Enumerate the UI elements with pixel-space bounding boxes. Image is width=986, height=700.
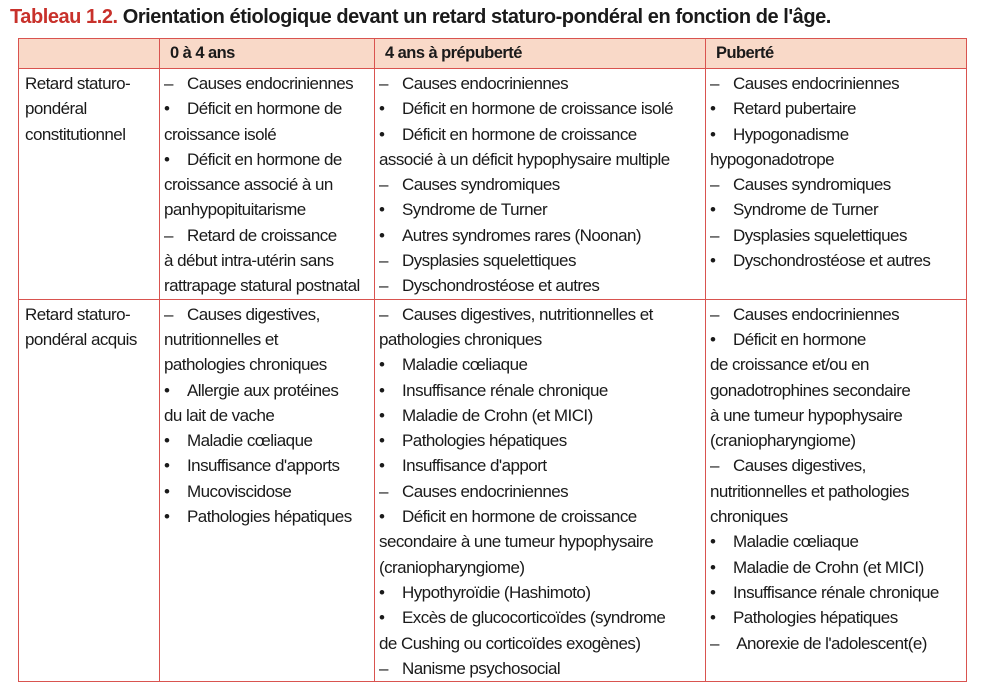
list-item <box>379 71 702 96</box>
list-item <box>379 327 702 352</box>
list-item-text: à une tumeur hypophysaire <box>710 405 903 425</box>
header-age-0-4: 0 à 4 ans <box>160 39 375 69</box>
bullet-marker: • <box>164 456 170 476</box>
list-item <box>710 605 963 630</box>
list-item <box>164 273 371 298</box>
list-item <box>379 504 702 529</box>
list-item <box>379 96 702 121</box>
list-item <box>710 197 963 222</box>
list-item <box>710 529 963 554</box>
list-item <box>379 453 702 478</box>
list-item-text: Causes endocriniennes <box>402 481 569 501</box>
list-item-text: Autres syndromes rares (Noonan) <box>402 225 641 245</box>
list-item-text: (craniopharyngiome) <box>379 557 525 577</box>
list-item-text: pathologies chroniques <box>164 355 327 375</box>
list-item <box>379 172 702 197</box>
list-item-text: Pathologies hépatiques <box>733 608 898 628</box>
list-item <box>379 656 702 681</box>
list-item-text: à début intra-utérin sans <box>164 251 334 271</box>
list-item <box>379 302 702 327</box>
header-puberty: Puberté <box>706 39 967 69</box>
list-item-text: Excès de glucocorticoïdes (syndrome <box>402 608 666 628</box>
list-item <box>379 197 702 222</box>
bullet-marker: • <box>379 507 385 527</box>
table-number: Tableau 1.2. <box>10 6 118 28</box>
bullet-marker: • <box>379 225 385 245</box>
list-item-text: Nanisme psychosocial <box>402 658 561 678</box>
list-item <box>710 631 963 656</box>
list-item <box>710 302 963 327</box>
cell-puberty <box>706 299 967 681</box>
bullet-marker: • <box>379 124 385 144</box>
row-label-line: Retard staturo- <box>25 74 131 93</box>
list-item-text: croissance isolé <box>164 124 277 144</box>
list-item <box>710 580 963 605</box>
list-item <box>379 223 702 248</box>
list-item <box>710 248 963 273</box>
dash-marker: – <box>379 481 388 501</box>
dash-marker: – <box>164 225 173 245</box>
list-item-text: Pathologies hépatiques <box>187 507 352 527</box>
list-item-text: Déficit en hormone de <box>187 149 342 169</box>
list-item <box>164 248 371 273</box>
list-item-text: Causes endocriniennes <box>733 304 900 324</box>
list-item-text: Causes digestives, <box>733 456 866 476</box>
row-label-line: constitutionnel <box>25 124 126 144</box>
bullet-marker: • <box>164 507 170 527</box>
bullet-marker: • <box>164 481 170 501</box>
list-item-text: Insuffisance d'apports <box>187 456 340 476</box>
list-item <box>379 352 702 377</box>
dash-marker: – <box>710 633 719 653</box>
bullet-marker: • <box>710 582 716 602</box>
list-item-text: Hypogonadisme <box>733 124 849 144</box>
list-item <box>164 352 371 377</box>
dash-marker: – <box>379 276 388 296</box>
list-item-text: Causes endocriniennes <box>187 74 354 93</box>
list-item-text: Hypothyroïdie (Hashimoto) <box>402 582 591 602</box>
row-label <box>19 299 160 681</box>
list-item <box>710 479 963 504</box>
list-item <box>710 428 963 453</box>
list-item <box>710 378 963 403</box>
bullet-marker: • <box>379 431 385 451</box>
list-item <box>164 71 371 96</box>
dash-marker: – <box>710 175 719 195</box>
list-item <box>164 197 371 222</box>
list-item <box>710 172 963 197</box>
list-item-text: Dyschondrostéose et autres <box>733 251 931 271</box>
list-item-text: pathologies chroniques <box>379 329 542 349</box>
bullet-marker: • <box>379 355 385 375</box>
row-label <box>19 69 160 300</box>
bullet-marker: • <box>379 456 385 476</box>
table-title: Orientation étiologique devant un retard staturo-pondéral en fonction de l'âge. <box>122 6 831 28</box>
dash-marker: – <box>164 74 173 93</box>
list-item <box>379 631 702 656</box>
list-item <box>164 122 371 147</box>
cell-age-4-prepuberty <box>375 299 706 681</box>
list-item-text: Causes endocriniennes <box>733 74 900 93</box>
list-item-text: rattrapage statural postnatal <box>164 276 360 296</box>
list-item-text: croissance associé à un <box>164 175 333 195</box>
bullet-marker: • <box>379 99 385 119</box>
list-item <box>164 403 371 428</box>
list-item <box>379 147 702 172</box>
list-item-text: Syndrome de Turner <box>402 200 548 220</box>
list-item <box>164 96 371 121</box>
bullet-marker: • <box>379 405 385 425</box>
bullet-marker: • <box>379 380 385 400</box>
list-item-text: Maladie cœliaque <box>187 431 313 451</box>
list-item-text: nutritionnelles et pathologies <box>710 481 909 501</box>
bullet-marker: • <box>379 200 385 220</box>
dash-marker: – <box>379 658 388 678</box>
list-item <box>379 479 702 504</box>
list-item-text: de croissance et/ou en <box>710 355 869 375</box>
list-item-text: Insuffisance d'apport <box>402 456 547 476</box>
bullet-marker: • <box>710 329 716 349</box>
list-item <box>710 147 963 172</box>
list-item-text: secondaire à une tumeur hypophysaire <box>379 532 654 552</box>
list-item-text: Pathologies hépatiques <box>402 431 567 451</box>
list-item-text: chroniques <box>710 507 788 527</box>
dash-marker: – <box>379 175 388 195</box>
list-item-text: Déficit en hormone <box>733 329 866 349</box>
list-item-text: Maladie cœliaque <box>733 532 859 552</box>
list-item <box>164 147 371 172</box>
list-item-text: Syndrome de Turner <box>733 200 879 220</box>
list-item <box>710 223 963 248</box>
list-item <box>710 555 963 580</box>
list-item <box>379 378 702 403</box>
list-item <box>710 96 963 121</box>
list-item <box>379 529 702 554</box>
list-item-text: Allergie aux protéines <box>187 380 339 400</box>
cell-age-0-4 <box>160 299 375 681</box>
cell-age-4-prepuberty <box>375 69 706 300</box>
list-item-text: Causes endocriniennes <box>402 74 569 93</box>
list-item <box>164 327 371 352</box>
list-item-text: Dysplasies squelettiques <box>402 251 576 271</box>
list-item-text: Maladie de Crohn (et MICI) <box>733 557 924 577</box>
list-item-text: Causes digestives, nutritionnelles et <box>402 304 653 324</box>
list-item <box>710 504 963 529</box>
list-item-text: Déficit en hormone de croissance <box>402 507 637 527</box>
list-item <box>164 172 371 197</box>
bullet-marker: • <box>710 99 716 119</box>
list-item-text: (craniopharyngiome) <box>710 431 856 451</box>
bullet-marker: • <box>710 608 716 628</box>
bullet-marker: • <box>164 149 170 169</box>
list-item <box>710 327 963 352</box>
row-label-line: pondéral acquis <box>25 329 137 349</box>
bullet-marker: • <box>710 200 716 220</box>
list-item-text: Déficit en hormone de croissance <box>402 124 637 144</box>
list-item-text: Causes syndromiques <box>733 175 891 195</box>
dash-marker: – <box>379 74 388 93</box>
list-item <box>710 122 963 147</box>
header-row <box>19 39 967 69</box>
list-item <box>379 428 702 453</box>
list-item <box>164 378 371 403</box>
list-item <box>710 403 963 428</box>
list-item <box>164 428 371 453</box>
list-item-text: Retard de croissance <box>187 225 337 245</box>
list-item <box>379 605 702 630</box>
dash-marker: – <box>710 74 719 93</box>
list-item-text: Mucoviscidose <box>187 481 292 501</box>
list-item <box>164 302 371 327</box>
dash-marker: – <box>379 251 388 271</box>
header-empty <box>19 39 160 69</box>
bullet-marker: • <box>710 124 716 144</box>
list-item-text: Insuffisance rénale chronique <box>733 582 939 602</box>
list-item-text: Anorexie de l'adolescent(e) <box>733 633 927 653</box>
bullet-marker: • <box>710 557 716 577</box>
list-item <box>379 273 702 298</box>
table-caption <box>10 4 980 30</box>
list-item <box>710 71 963 96</box>
table-row <box>19 69 967 300</box>
cell-puberty <box>706 69 967 300</box>
bullet-marker: • <box>164 380 170 400</box>
list-item-text: Maladie cœliaque <box>402 355 528 375</box>
bullet-marker: • <box>379 582 385 602</box>
list-item <box>379 555 702 580</box>
list-item-text: gonadotrophines secondaire <box>710 380 911 400</box>
list-item-text: hypogonadotrope <box>710 149 835 169</box>
list-item-text: Causes syndromiques <box>402 175 560 195</box>
dash-marker: – <box>710 456 719 476</box>
list-item-text: nutritionnelles et <box>164 329 278 349</box>
list-item <box>379 403 702 428</box>
list-item-text: associé à un déficit hypophysaire multiple <box>379 149 670 169</box>
dash-marker: – <box>710 304 719 324</box>
list-item <box>710 352 963 377</box>
bullet-marker: • <box>379 608 385 628</box>
bullet-marker: • <box>710 532 716 552</box>
list-item-text: Dysplasies squelettiques <box>733 225 907 245</box>
list-item <box>710 453 963 478</box>
list-item-text: Dyschondrostéose et autres <box>402 276 600 296</box>
row-label-line: Retard staturo- <box>25 304 131 324</box>
list-item <box>379 122 702 147</box>
table-row <box>19 299 967 681</box>
cell-age-0-4 <box>160 69 375 300</box>
dash-marker: – <box>379 304 388 324</box>
list-item-text: Déficit en hormone de <box>187 99 342 119</box>
bullet-marker: • <box>164 99 170 119</box>
list-item-text: panhypopituitarisme <box>164 200 306 220</box>
dash-marker: – <box>164 304 173 324</box>
header-age-4-prepuberty: 4 ans à prépuberté <box>375 39 706 69</box>
list-item <box>164 479 371 504</box>
list-item-text: Maladie de Crohn (et MICI) <box>402 405 593 425</box>
list-item-text: Causes digestives, <box>187 304 320 324</box>
list-item-text: de Cushing ou corticoïdes exogènes) <box>379 633 641 653</box>
list-item-text: Retard pubertaire <box>733 99 856 119</box>
list-item <box>164 504 371 529</box>
dash-marker: – <box>710 225 719 245</box>
list-item-text: Insuffisance rénale chronique <box>402 380 608 400</box>
list-item <box>379 248 702 273</box>
bullet-marker: • <box>710 251 716 271</box>
etiology-table <box>18 38 967 682</box>
row-label-line: pondéral <box>25 99 87 119</box>
list-item-text: du lait de vache <box>164 405 275 425</box>
list-item <box>379 580 702 605</box>
list-item-text: Déficit en hormone de croissance isolé <box>402 99 674 119</box>
bullet-marker: • <box>164 431 170 451</box>
list-item <box>164 453 371 478</box>
list-item <box>164 223 371 248</box>
